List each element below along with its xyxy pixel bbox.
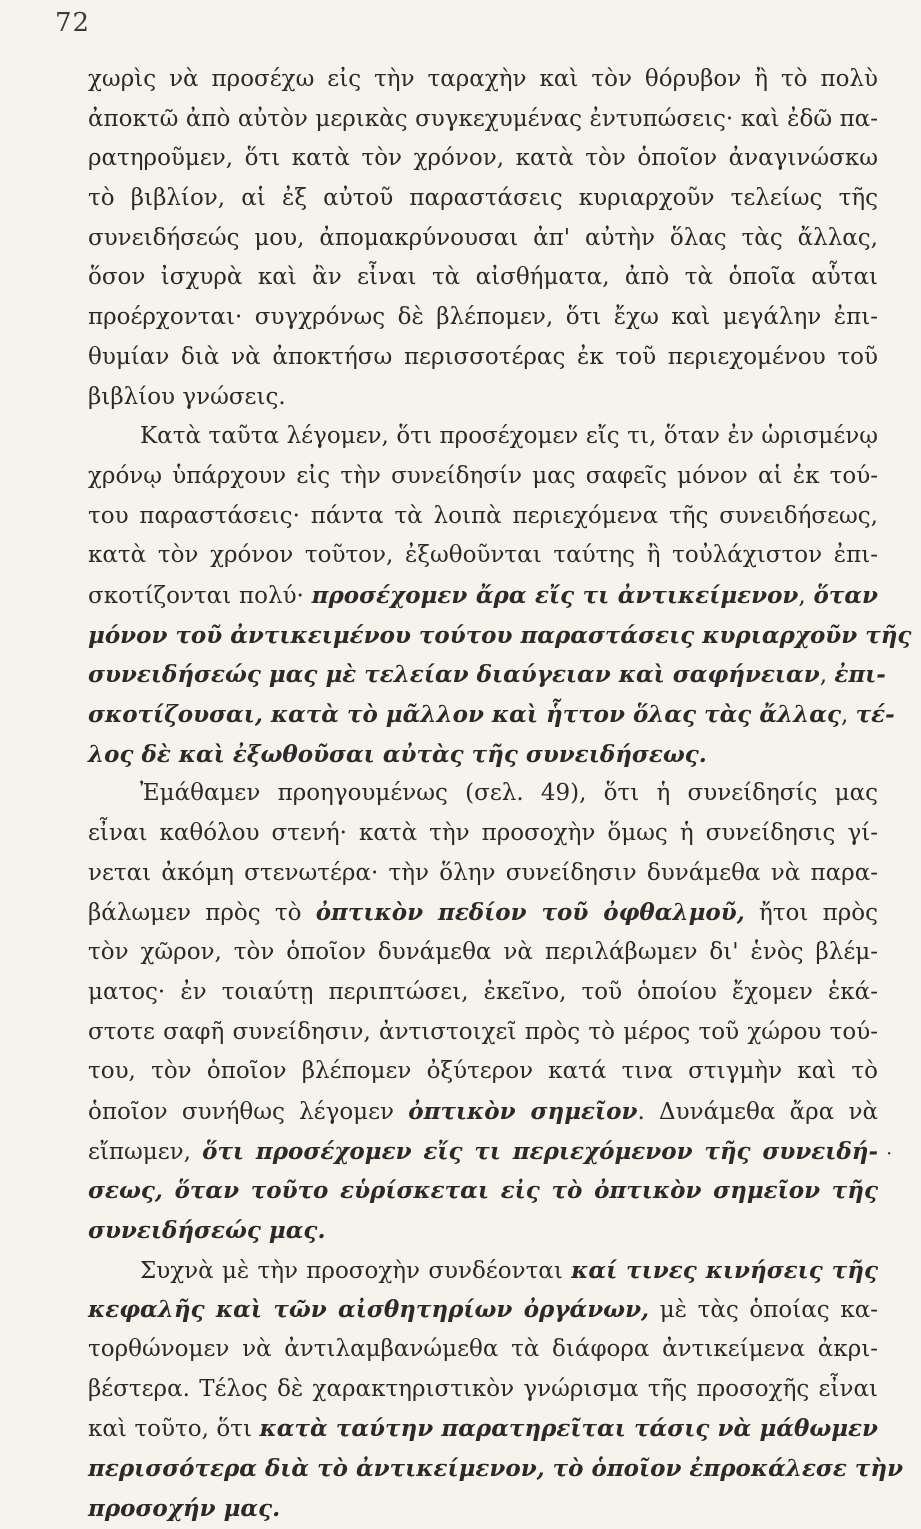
text-line xyxy=(88,735,878,775)
text-line xyxy=(88,298,878,338)
text-segment: , xyxy=(819,662,835,689)
text-line xyxy=(88,616,912,656)
emphasized-text: τέ- xyxy=(855,701,895,728)
text-segment: εἶναι καθόλου στενή· κατὰ τὴν προσοχὴν ὅμως ἡ συνείδησις γί- xyxy=(88,820,878,847)
text-segment: Συχνὰ μὲ τὴν προσοχὴν συνδέονται xyxy=(140,1257,572,1284)
text-segment: ὅσον ἰσχυρὰ καὶ ἂν εἶναι τὰ αἰσθήματα, ἀπὸ τὰ ὁποῖα αὗται xyxy=(88,264,878,291)
text-line xyxy=(88,378,878,418)
text-segment: συνειδήσεώς μου, ἀπομακρύνουσαι ἀπ' αὐτὴν ὅλας τὰς ἄλλας, xyxy=(88,224,878,251)
text-segment: ματος· ἐν τοιαύτῃ περιπτώσει, ἐκεῖνο, τοῦ ὁποίου ἔχομεν ἑκά- xyxy=(88,978,878,1005)
text-line xyxy=(88,1370,878,1410)
text-line xyxy=(88,1489,878,1529)
text-segment: τὸ βιβλίον, αἱ ἐξ αὐτοῦ παραστάσεις κυριαρχοῦν τελείως τῆς xyxy=(88,185,878,212)
text-segment: σκοτίζονται πολύ· xyxy=(88,582,312,609)
emphasized-text: προσέχομεν ἄρα εἴς τι ἀντικείμενον xyxy=(311,581,799,609)
text-line xyxy=(88,1449,904,1489)
text-segment: του, τὸν ὁποῖον βλέπομεν ὀξύτερον κατά τινα στιγμὴν καὶ τὸ xyxy=(88,1058,878,1085)
emphasized-text: συνειδήσεώς μας. xyxy=(88,1216,326,1244)
text-segment: τορθώνομεν νὰ ἀντιλαμβανώμεθα τὰ διάφορα ἀντικείμενα ἀκρι- xyxy=(88,1336,878,1362)
emphasized-text: περισσότερα διὰ τὸ ἀντικείμενον, τὸ ὁποῖον ἐπροκάλεσε τὴν xyxy=(88,1455,904,1483)
text-segment: Κατὰ ταῦτα λέγομεν, ὅτι προσέχομεν εἴς τι, ὅταν ἐν ὡρισμένῳ xyxy=(140,423,878,450)
text-line xyxy=(88,497,878,537)
text-line xyxy=(88,457,878,497)
text-segment: καὶ τοῦτο, ὅτι xyxy=(88,1416,260,1443)
text-segment: προέρχονται· συγχρόνως δὲ βλέπομεν, ὅτι ἔχω καὶ μεγάλην ἐπι- xyxy=(88,304,878,331)
text-line xyxy=(88,1132,878,1172)
text-line xyxy=(88,258,878,298)
emphasized-text: λος δὲ καὶ ἐξωθοῦσαι αὐτὰς τῆς συνειδήσεως. xyxy=(88,740,707,768)
text-segment: ἤτοι πρὸς xyxy=(744,900,878,927)
emphasized-text: ὀπτικὸν πεδίον τοῦ ὀφθαλμοῦ, xyxy=(315,899,745,927)
text-line xyxy=(88,1092,878,1132)
text-line xyxy=(88,1013,878,1053)
text-line xyxy=(88,417,878,457)
text-segment: νεται ἀκόμη στενωτέρα· τὴν ὅλην συνείδησιν δυνάμεθα νὰ παρα- xyxy=(88,859,878,886)
text-line xyxy=(88,893,878,933)
text-segment: . Δυνάμεθα ἄρα νὰ xyxy=(637,1098,878,1125)
emphasized-text: σεως, ὅταν τοῦτο εὑρίσκεται εἰς τὸ ὀπτικὸν σημεῖον τῆς xyxy=(88,1177,878,1205)
text-segment: βάλωμεν πρὸς τὸ xyxy=(88,900,316,927)
text-line xyxy=(88,100,878,140)
text-segment: εἴπωμεν, xyxy=(88,1138,203,1165)
emphasized-text: κατὰ ταύτην παρατηρεῖται τάσις νὰ μάθωμεν xyxy=(259,1415,878,1443)
text-segment: μὲ τὰς ὁποίας κα- xyxy=(649,1297,878,1324)
text-segment: ἀποκτῶ ἀπὸ αὐτὸν μερικὰς συγκεχυμένας ἐντυπώσεις· καὶ ἐδῶ πα- xyxy=(88,105,878,132)
text-line xyxy=(88,1052,878,1092)
text-line xyxy=(88,338,878,378)
emphasized-text: ὅταν xyxy=(813,581,878,609)
text-line xyxy=(88,219,878,259)
text-segment: τὸν χῶρον, τὸν ὁποῖον δυνάμεθα νὰ περιλάβωμεν δι' ἑνὸς βλέμ- xyxy=(88,939,878,966)
emphasized-text: καί τινες κινήσεις τῆς xyxy=(571,1256,878,1284)
text-line xyxy=(88,854,878,894)
page-number: 72 xyxy=(55,8,91,38)
emphasized-text: ὅτι προσέχομεν εἴς τι περιεχόμενον τῆς συνειδή- xyxy=(202,1137,878,1165)
emphasized-text: προσοχήν μας. xyxy=(88,1494,281,1522)
margin-mark: · xyxy=(886,1141,893,1165)
text-segment: ὁποῖον συνήθως λέγομεν xyxy=(88,1098,409,1125)
text-segment: , xyxy=(840,702,856,728)
text-line xyxy=(88,536,878,576)
text-line xyxy=(88,973,878,1013)
text-segment: στοτε σαφῆ συνείδησιν, ἀντιστοιχεῖ πρὸς τὸ μέρος τοῦ χώρου τού- xyxy=(88,1018,878,1045)
text-segment: χωρὶς νὰ προσέχω εἰς τὴν ταραχὴν καὶ τὸν θόρυβον ἢ τὸ πολὺ xyxy=(88,66,878,92)
emphasized-text: συνειδήσεώς μας μὲ τελείαν διαύγειαν καὶ σαφήνειαν xyxy=(88,661,820,689)
text-line xyxy=(88,1171,878,1211)
text-line xyxy=(88,60,878,100)
emphasized-text: ὀπτικὸν σημεῖον xyxy=(408,1097,638,1125)
text-line xyxy=(88,1409,878,1449)
body-text xyxy=(88,60,912,1528)
text-line xyxy=(88,179,878,219)
text-segment: χρόνῳ ὑπάρχουν εἰς τὴν συνείδησίν μας σαφεῖς μόνον αἱ ἐκ τού- xyxy=(88,462,878,489)
emphasized-text: κεφαλῆς καὶ τῶν αἰσθητηρίων ὀργάνων, xyxy=(88,1296,650,1324)
text-line xyxy=(88,1211,878,1251)
text-segment: βέστερα. Τέλος δὲ χαρακτηριστικὸν γνώρισμα τῆς προσοχῆς εἶναι xyxy=(88,1375,878,1402)
text-segment: Ἐμάθαμεν προηγουμένως (σελ. 49), ὅτι ἡ συνείδησίς μας xyxy=(140,780,878,807)
text-segment: κατὰ τὸν χρόνον τοῦτον, ἐξωθοῦνται ταύτης ἢ τοὐλάχιστον ἐπι- xyxy=(88,542,878,569)
text-segment: βιβλίου γνώσεις. xyxy=(88,383,286,410)
text-line xyxy=(88,695,895,735)
text-segment: του παραστάσεις· πάντα τὰ λοιπὰ περιεχόμενα τῆς συνειδήσεως, xyxy=(88,502,878,529)
text-line xyxy=(88,655,886,695)
text-line xyxy=(88,1290,878,1330)
text-line xyxy=(88,1251,878,1291)
text-line xyxy=(88,774,878,814)
emphasized-text: ἐπι- xyxy=(834,661,886,689)
text-line xyxy=(88,933,878,973)
text-line xyxy=(88,576,878,616)
text-segment: ρατηροῦμεν, ὅτι κατὰ τὸν χρόνον, κατὰ τὸν ὁποῖον ἀναγινώσκω xyxy=(88,145,878,172)
text-line xyxy=(88,139,878,179)
text-segment: , xyxy=(798,582,814,609)
text-line xyxy=(88,1330,878,1370)
text-line xyxy=(88,814,878,854)
text-segment: θυμίαν διὰ νὰ ἀποκτήσω περισσοτέρας ἐκ τοῦ περιεχομένου τοῦ xyxy=(88,343,878,370)
emphasized-text: σκοτίζουσαι, κατὰ τὸ μᾶλλον καὶ ἧττον ὅλας τὰς ἄλλας xyxy=(88,701,841,728)
emphasized-text: μόνον τοῦ ἀντικειμένου τούτου παραστάσεις κυριαρχοῦν τῆς xyxy=(88,621,912,649)
